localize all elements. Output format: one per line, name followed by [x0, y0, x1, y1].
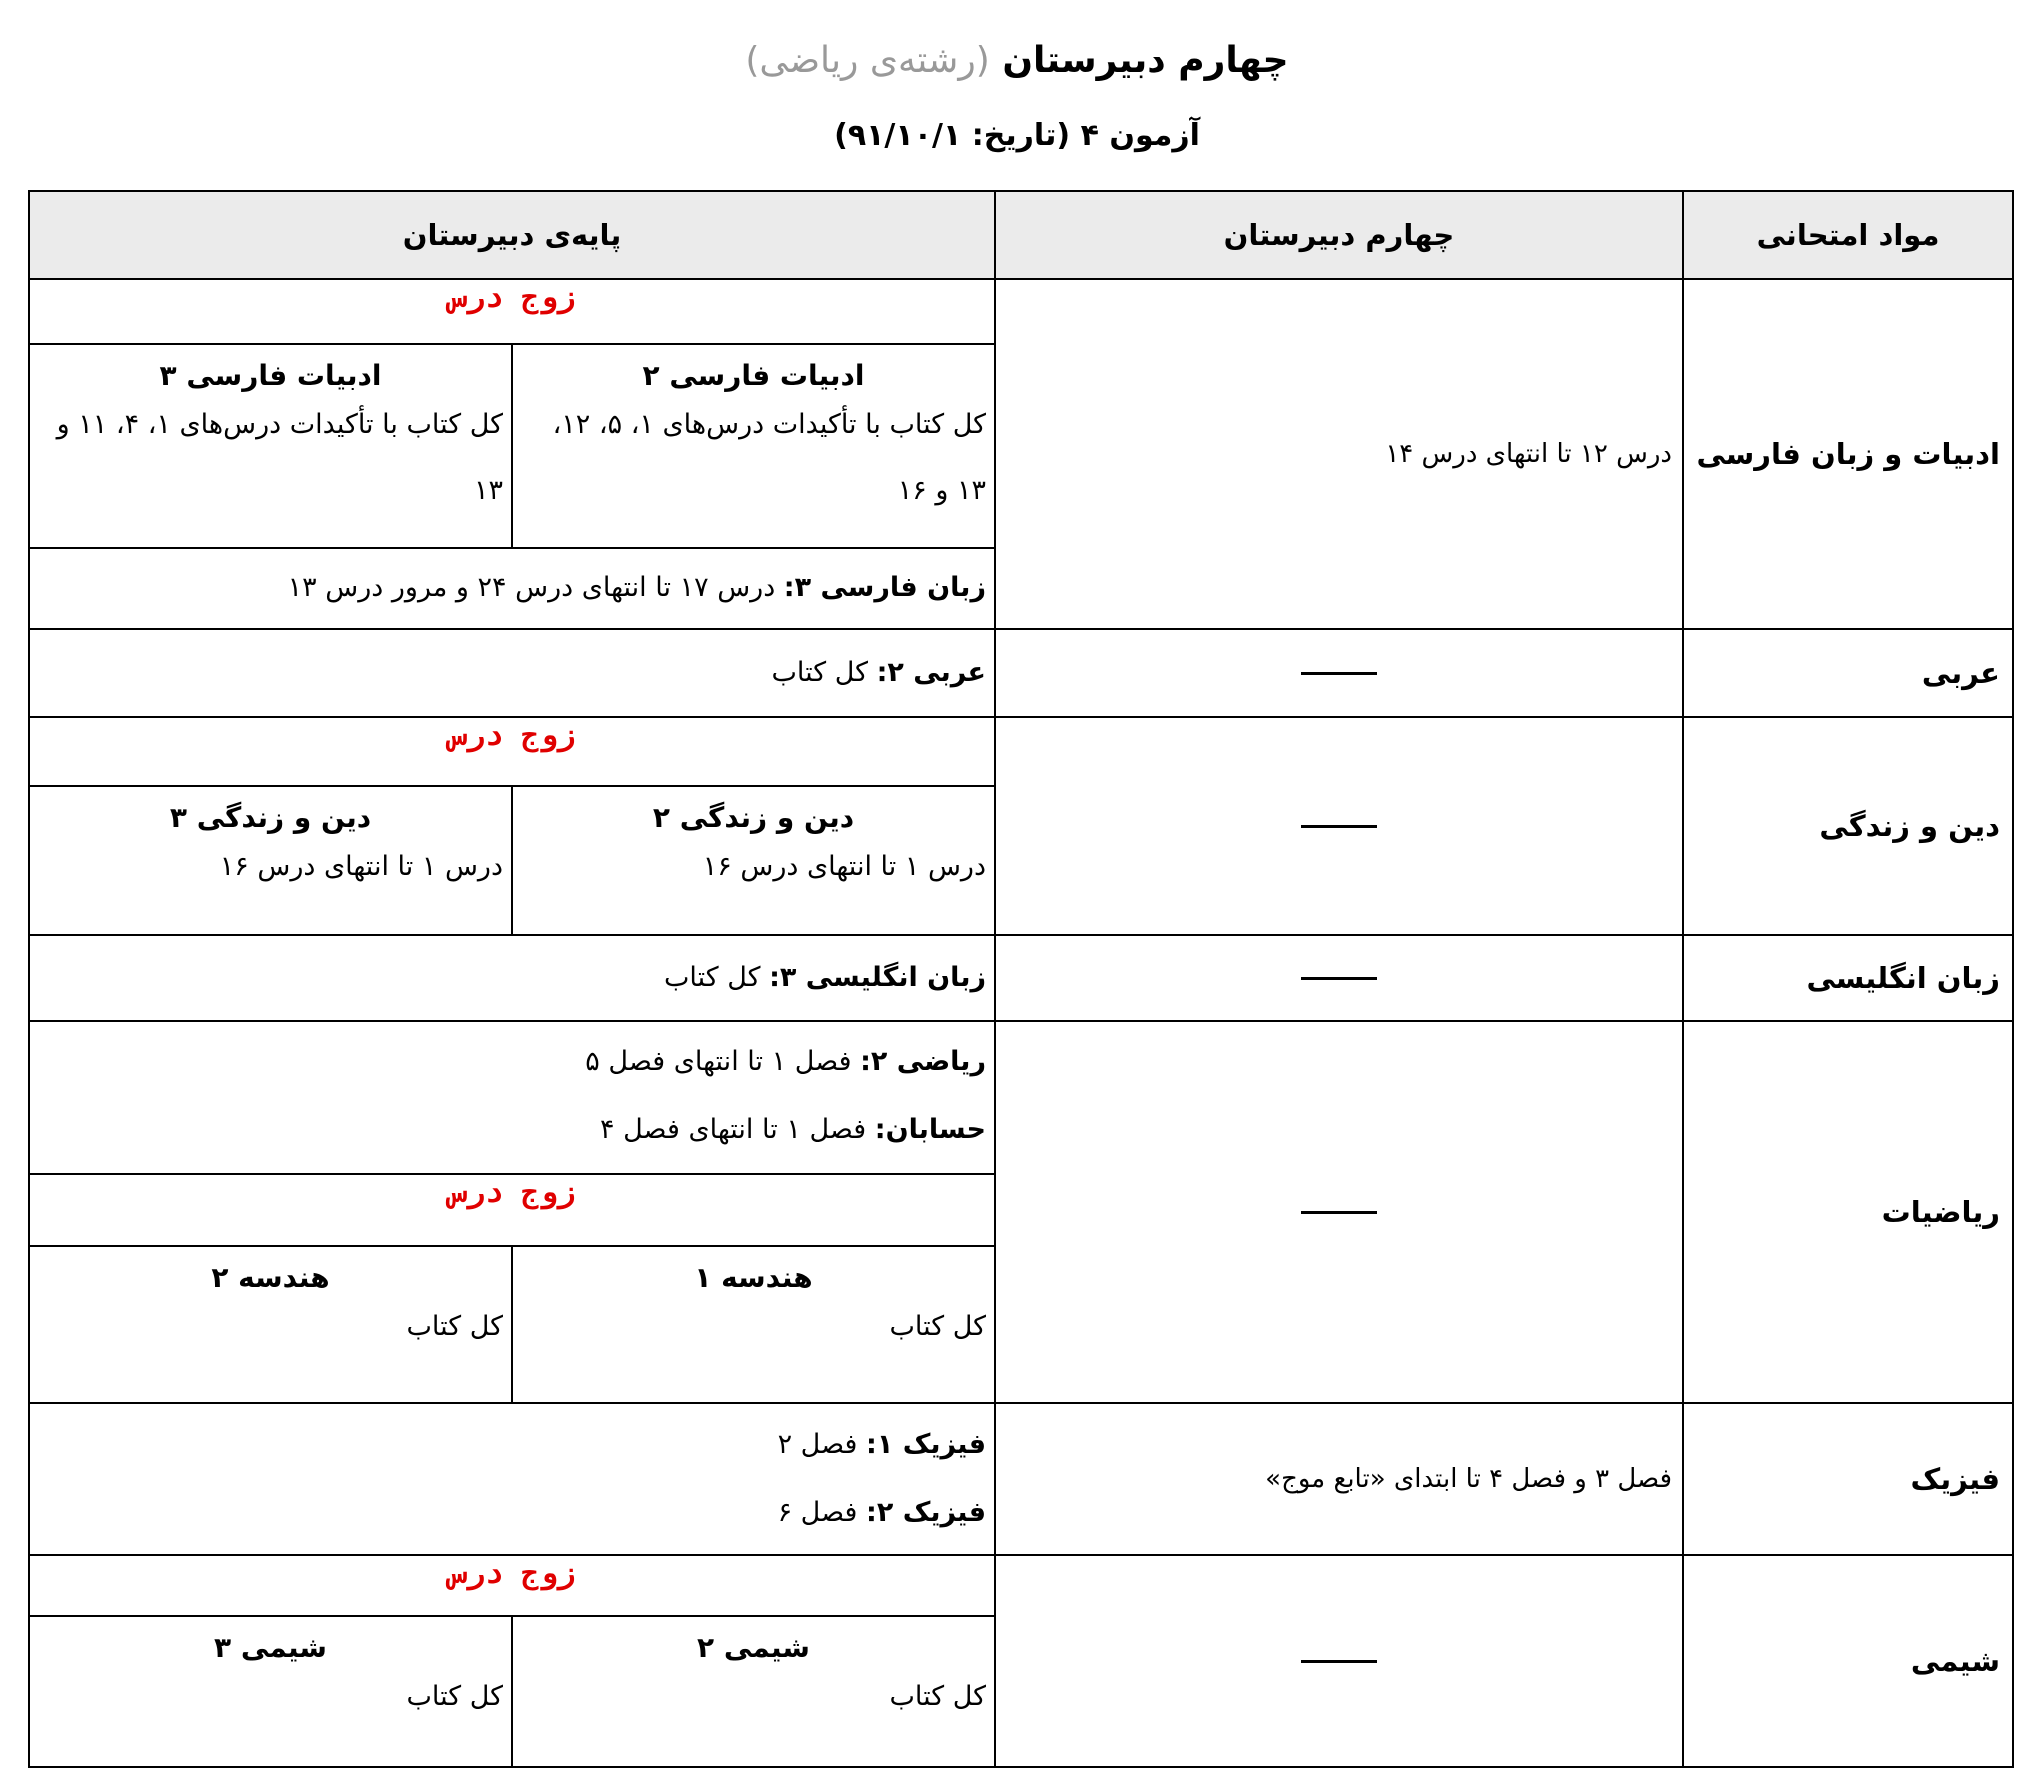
empty-dash: [1301, 825, 1377, 828]
course-label: حسابان:: [874, 1114, 986, 1145]
pair-cell: [30, 344, 512, 548]
table-row: [29, 1555, 2013, 1767]
math-courses: [30, 1022, 994, 1174]
pair-cell: [512, 786, 994, 934]
course-scope: فصل ۱ تا انتهای فصل ۴: [600, 1114, 875, 1145]
pair-label: زوج درس: [30, 1174, 994, 1246]
grade4-english: [995, 935, 1683, 1021]
table-row: [29, 935, 2013, 1021]
grade4-math: [995, 1021, 1683, 1403]
course-scope: کل کتاب: [406, 1311, 503, 1342]
course-scope: کل کتاب با تأکیدات درس‌های ۱، ۵، ۱۲، ۱۳ و ۱۶: [552, 409, 986, 506]
pair-block: [30, 1022, 994, 1402]
pair-cell: [512, 344, 994, 548]
base-chemistry: [29, 1555, 995, 1767]
exam-date-heading: آزمون ۴ (تاریخ: ۹۱/۱۰/۱): [834, 118, 1200, 153]
course-scope: کل کتاب با تأکیدات درس‌های ۱، ۴، ۱۱ و ۱۳: [56, 409, 503, 506]
subject-physics: فیزیک: [1683, 1403, 2013, 1555]
base-literature: [29, 279, 995, 629]
grade4-literature: [995, 279, 1683, 629]
pair-cell: [512, 1616, 994, 1766]
table-row: [29, 279, 2013, 629]
grade4-physics-text: فصل ۳ و فصل ۴ تا ابتدای «تابع موج»: [1265, 1464, 1672, 1494]
pair-cell: [512, 1246, 994, 1402]
grade4-literature-text: درس ۱۲ تا انتهای درس ۱۴: [1385, 439, 1672, 469]
course-label: ریاضی ۲:: [860, 1046, 986, 1077]
empty-dash: [1301, 977, 1377, 980]
course-title: هندسه ۱: [694, 1261, 813, 1294]
grade4-religion: [995, 717, 1683, 935]
pair-cell: [30, 1616, 512, 1766]
pair-block: [30, 280, 994, 628]
extra-course: [30, 548, 994, 628]
page-title: [0, 40, 2034, 81]
table-row: [29, 717, 2013, 935]
course-scope: کل کتاب: [889, 1681, 986, 1712]
course-scope: درس ۱ تا انتهای درس ۱۶: [702, 851, 986, 882]
subject-math: ریاضیات: [1683, 1021, 2013, 1403]
course-scope: کل کتاب: [406, 1681, 503, 1712]
base-arabic: [29, 629, 995, 717]
pair-block: [30, 718, 994, 934]
course-scope: درس ۱ تا انتهای درس ۱۶: [219, 851, 503, 882]
course-scope: کل کتاب: [889, 1311, 986, 1342]
course-scope: کل کتاب: [663, 962, 770, 993]
column-header-subjects: مواد امتحانی: [1683, 191, 2013, 279]
grade4-chemistry: [995, 1555, 1683, 1767]
pair-label: زوج درس: [448, 718, 576, 753]
course-scope: فصل ۱ تا انتهای فصل ۵: [585, 1046, 861, 1077]
pair-cell: [30, 786, 512, 934]
column-header-grade4: چهارم دبیرستان: [995, 191, 1683, 279]
grade4-arabic: [995, 629, 1683, 717]
course-title: دین و زندگی ۳: [169, 801, 372, 834]
title-main: چهارم دبیرستان: [1002, 40, 1289, 81]
course-label: فیزیک ۲:: [866, 1497, 986, 1528]
course-title: دین و زندگی ۲: [652, 801, 855, 834]
table-row: [29, 629, 2013, 717]
course-label: فیزیک ۱:: [866, 1429, 986, 1460]
grade4-physics: [995, 1403, 1683, 1555]
exam-schedule-table: [28, 190, 2014, 1768]
subject-arabic: عربی: [1683, 629, 2013, 717]
base-physics: [29, 1403, 995, 1555]
table-row: [29, 1021, 2013, 1403]
course-label: زبان فارسی ۳:: [783, 572, 986, 603]
pair-label: زوج درس: [448, 280, 576, 315]
base-religion: [29, 717, 995, 935]
course-label: زبان انگلیسی ۳:: [769, 962, 986, 993]
course-scope: کل کتاب: [771, 657, 877, 688]
course-scope: فصل ۲: [777, 1429, 867, 1460]
subject-english: زبان انگلیسی: [1683, 935, 2013, 1021]
pair-label: زوج درس: [448, 1556, 576, 1591]
base-english: [29, 935, 995, 1021]
pair-block: [30, 1556, 994, 1766]
title-subtitle-field: (رشته‌ی ریاضی): [745, 40, 990, 81]
course-scope: درس ۱۷ تا انتهای درس ۲۴ و مرور درس ۱۳: [287, 572, 784, 603]
subject-chemistry: شیمی: [1683, 1555, 2013, 1767]
base-math: [29, 1021, 995, 1403]
course-scope: فصل ۶: [777, 1497, 867, 1528]
course-label: عربی ۲:: [876, 657, 986, 688]
subject-religion: دین و زندگی: [1683, 717, 2013, 935]
course-title: شیمی ۳: [214, 1631, 327, 1664]
pair-cell: [30, 1246, 512, 1402]
table-row: [29, 1403, 2013, 1555]
course-title: شیمی ۲: [697, 1631, 810, 1664]
empty-dash: [1301, 672, 1377, 675]
empty-dash: [1301, 1660, 1377, 1663]
column-header-base: پایه‌ی دبیرستان: [29, 191, 995, 279]
course-title: ادبیات فارسی ۲: [642, 359, 865, 392]
subject-literature: ادبیات و زبان فارسی: [1683, 279, 2013, 629]
empty-dash: [1301, 1211, 1377, 1214]
course-title: هندسه ۲: [211, 1261, 330, 1294]
table-header-row: [29, 191, 2013, 279]
course-title: ادبیات فارسی ۳: [159, 359, 382, 392]
